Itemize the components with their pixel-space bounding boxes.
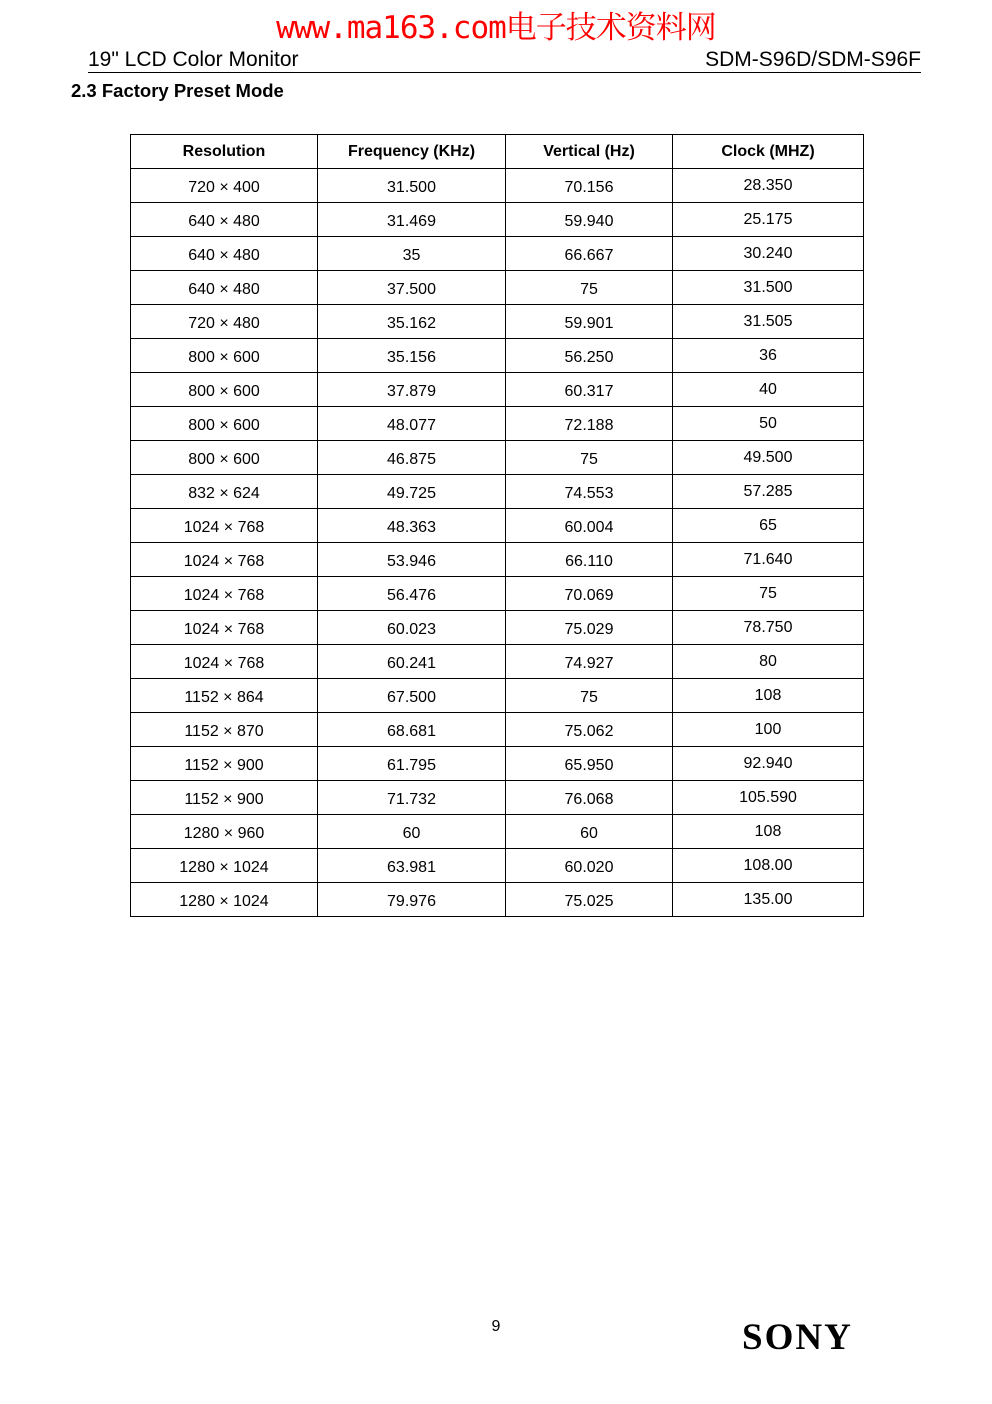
cell-vertical-text: 75 [580,280,598,298]
table-row [131,271,864,305]
cell-vertical [506,237,673,271]
cell-resolution-text: 1024 × 768 [183,586,265,604]
cell-vertical-text: 66.667 [564,246,614,264]
column-header-resolution: Resolution [131,135,318,169]
cell-clock [673,577,864,611]
table-row [131,407,864,441]
cell-resolution-text: 1280 × 960 [183,824,265,842]
cell-vertical-text: 72.188 [564,416,614,434]
cell-frequency [318,747,506,781]
cell-clock-text: 65 [759,516,777,534]
cell-frequency-text: 37.879 [387,382,436,400]
cell-resolution-text: 800 × 600 [188,348,260,366]
cell-vertical [506,611,673,645]
cell-frequency-text: 61.795 [387,756,436,774]
cell-resolution-text: 1152 × 900 [184,790,264,808]
cell-resolution [131,373,318,407]
cell-resolution-text: 800 × 600 [188,450,260,468]
cell-frequency-text: 35.162 [387,314,436,332]
cell-vertical-text: 60.004 [564,518,614,536]
cell-vertical-text: 74.927 [564,654,614,672]
column-header-vertical: Vertical (Hz) [506,135,673,169]
cell-resolution-text: 1024 × 768 [183,518,265,536]
cell-vertical [506,169,673,203]
cell-vertical [506,339,673,373]
cell-clock-text: 108 [754,822,782,840]
table-row [131,577,864,611]
cell-clock-text: 36 [759,346,777,364]
cell-resolution-text: 800 × 600 [188,416,260,434]
cell-frequency-text: 37.500 [387,280,436,298]
table-header-row [131,135,864,169]
cell-resolution [131,203,318,237]
cell-resolution-text: 1280 × 1024 [179,858,269,876]
cell-clock [673,203,864,237]
cell-vertical [506,713,673,747]
cell-frequency [318,339,506,373]
cell-resolution [131,475,318,509]
table-row [131,475,864,509]
cell-clock-text: 80 [759,652,777,670]
page-number: 9 [491,1318,501,1335]
cell-frequency [318,815,506,849]
cell-clock-text: 71.640 [743,550,793,568]
cell-frequency-text: 63.981 [387,858,436,876]
cell-clock-text: 50 [759,414,777,432]
table-row [131,747,864,781]
cell-clock-text: 25.175 [743,210,793,228]
cell-frequency [318,271,506,305]
cell-clock [673,373,864,407]
cell-frequency [318,679,506,713]
cell-clock-text: 78.750 [743,618,793,636]
cell-vertical [506,305,673,339]
cell-clock [673,645,864,679]
cell-resolution-text: 1024 × 768 [183,552,265,570]
cell-vertical-text: 75.062 [564,722,614,740]
cell-frequency [318,203,506,237]
cell-resolution [131,271,318,305]
cell-clock [673,271,864,305]
cell-resolution [131,305,318,339]
cell-vertical-text: 70.069 [564,586,614,604]
cell-frequency-text: 53.946 [387,552,436,570]
cell-clock [673,781,864,815]
cell-vertical-text: 75 [580,450,598,468]
cell-resolution [131,577,318,611]
cell-clock [673,305,864,339]
cell-clock-text: 108.00 [743,856,793,874]
cell-resolution [131,169,318,203]
cell-frequency [318,373,506,407]
cell-vertical [506,203,673,237]
cell-frequency-text: 48.363 [387,518,436,536]
cell-clock [673,679,864,713]
cell-frequency [318,509,506,543]
cell-clock [673,475,864,509]
cell-vertical-text: 60.020 [564,858,614,876]
cell-vertical-text: 59.940 [564,212,614,230]
cell-resolution-text: 1024 × 768 [183,654,265,672]
cell-resolution-text: 1024 × 768 [183,620,265,638]
cell-clock [673,441,864,475]
cell-vertical [506,441,673,475]
cell-frequency-text: 31.500 [387,178,436,196]
cell-resolution-text: 800 × 600 [188,382,260,400]
cell-clock [673,883,864,917]
cell-vertical-text: 75.029 [564,620,614,638]
cell-frequency-text: 46.875 [387,450,436,468]
cell-resolution [131,509,318,543]
cell-clock-text: 100 [754,720,782,738]
cell-resolution-text: 1152 × 900 [184,756,264,774]
cell-clock-text: 108 [754,686,782,704]
column-header-clock: Clock (MHZ) [673,135,864,169]
cell-vertical [506,475,673,509]
cell-clock-text: 30.240 [743,244,793,262]
cell-clock-text: 31.500 [743,278,793,296]
table-row [131,611,864,645]
cell-frequency [318,883,506,917]
cell-frequency-text: 49.725 [387,484,436,502]
cell-resolution-text: 720 × 480 [188,314,260,332]
cell-frequency [318,645,506,679]
cell-resolution-text: 832 × 624 [188,484,260,502]
cell-clock [673,237,864,271]
cell-vertical [506,815,673,849]
table-row [131,815,864,849]
cell-vertical-text: 59.901 [564,314,614,332]
cell-resolution-text: 1280 × 1024 [179,892,269,910]
cell-vertical-text: 70.156 [564,178,614,196]
cell-resolution-text: 720 × 400 [188,178,260,196]
cell-vertical [506,679,673,713]
cell-clock [673,713,864,747]
cell-frequency-text: 56.476 [387,586,436,604]
table-row [131,883,864,917]
cell-frequency-text: 31.469 [387,212,436,230]
cell-vertical [506,883,673,917]
cell-frequency-text: 60.023 [387,620,436,638]
cell-resolution [131,543,318,577]
cell-clock-text: 57.285 [743,482,793,500]
cell-vertical [506,645,673,679]
cell-resolution [131,747,318,781]
table-row [131,509,864,543]
cell-vertical-text: 56.250 [564,348,614,366]
cell-vertical [506,543,673,577]
section-title: 2.3 Factory Preset Mode [71,80,284,101]
cell-vertical-text: 60 [580,824,598,842]
cell-resolution-text: 1152 × 870 [184,722,264,740]
table-body [131,169,864,917]
cell-resolution [131,407,318,441]
table-row [131,713,864,747]
cell-frequency [318,577,506,611]
cell-frequency-text: 35.156 [387,348,436,366]
cell-vertical-text: 75.025 [564,892,614,910]
cell-resolution [131,815,318,849]
cell-resolution-text: 640 × 480 [188,212,260,230]
cell-resolution [131,237,318,271]
table-row [131,203,864,237]
table-row [131,441,864,475]
cell-clock [673,407,864,441]
cell-resolution [131,339,318,373]
cell-resolution [131,611,318,645]
cell-vertical-text: 65.950 [564,756,614,774]
table-row [131,645,864,679]
table-row [131,679,864,713]
cell-resolution [131,781,318,815]
cell-resolution [131,849,318,883]
cell-clock [673,849,864,883]
cell-frequency [318,543,506,577]
cell-frequency [318,305,506,339]
cell-clock-text: 49.500 [743,448,793,466]
cell-clock-text: 31.505 [743,312,793,330]
cell-clock [673,339,864,373]
cell-frequency [318,781,506,815]
cell-clock-text: 135.00 [743,890,793,908]
cell-frequency-text: 60.241 [387,654,436,672]
cell-frequency-text: 35 [402,246,421,264]
header-model-number: SDM-S96D/SDM-S96F [705,48,921,71]
table-row [131,543,864,577]
cell-clock-text: 75 [759,584,777,602]
cell-frequency-text: 67.500 [387,688,436,706]
cell-vertical [506,849,673,883]
cell-vertical-text: 60.317 [564,382,614,400]
cell-resolution [131,679,318,713]
cell-frequency-text: 79.976 [387,892,436,910]
cell-resolution-text: 1152 × 864 [184,688,264,706]
cell-frequency [318,611,506,645]
cell-resolution-text: 640 × 480 [188,246,260,264]
cell-resolution [131,645,318,679]
header-product-title: 19" LCD Color Monitor [88,48,299,71]
cell-clock [673,169,864,203]
cell-resolution-text: 640 × 480 [188,280,260,298]
cell-vertical [506,407,673,441]
table-row [131,781,864,815]
cell-vertical-text: 76.068 [564,790,614,808]
cell-frequency [318,713,506,747]
cell-frequency [318,441,506,475]
cell-vertical [506,781,673,815]
cell-resolution [131,713,318,747]
cell-resolution [131,441,318,475]
column-header-frequency: Frequency (KHz) [318,135,506,169]
cell-clock [673,611,864,645]
table-row [131,305,864,339]
table-row [131,849,864,883]
cell-clock [673,543,864,577]
cell-clock [673,815,864,849]
cell-clock-text: 28.350 [743,176,793,194]
cell-vertical-text: 66.110 [565,552,613,570]
cell-frequency-text: 48.077 [387,416,436,434]
cell-clock [673,509,864,543]
cell-frequency [318,475,506,509]
cell-frequency [318,407,506,441]
cell-resolution [131,883,318,917]
factory-preset-table [130,134,864,917]
cell-vertical [506,271,673,305]
cell-frequency [318,237,506,271]
cell-clock-text: 92.940 [743,754,793,772]
cell-clock-text: 40 [759,380,777,398]
cell-vertical [506,577,673,611]
cell-frequency-text: 68.681 [387,722,436,740]
cell-frequency [318,169,506,203]
page-header [88,47,921,73]
cell-vertical [506,373,673,407]
cell-vertical [506,509,673,543]
cell-clock-text: 105.590 [739,788,797,806]
table-row [131,237,864,271]
table-row [131,373,864,407]
table-row [131,339,864,373]
cell-frequency-text: 60 [402,824,421,842]
watermark-text: www.ma163.com电子技术资料网 [276,10,716,46]
cell-vertical [506,747,673,781]
cell-frequency-text: 71.732 [387,790,436,808]
table-row [131,169,864,203]
cell-vertical-text: 74.553 [564,484,614,502]
cell-clock [673,747,864,781]
cell-frequency [318,849,506,883]
cell-vertical-text: 75 [580,688,598,706]
sony-logo: SONY [742,1317,853,1358]
